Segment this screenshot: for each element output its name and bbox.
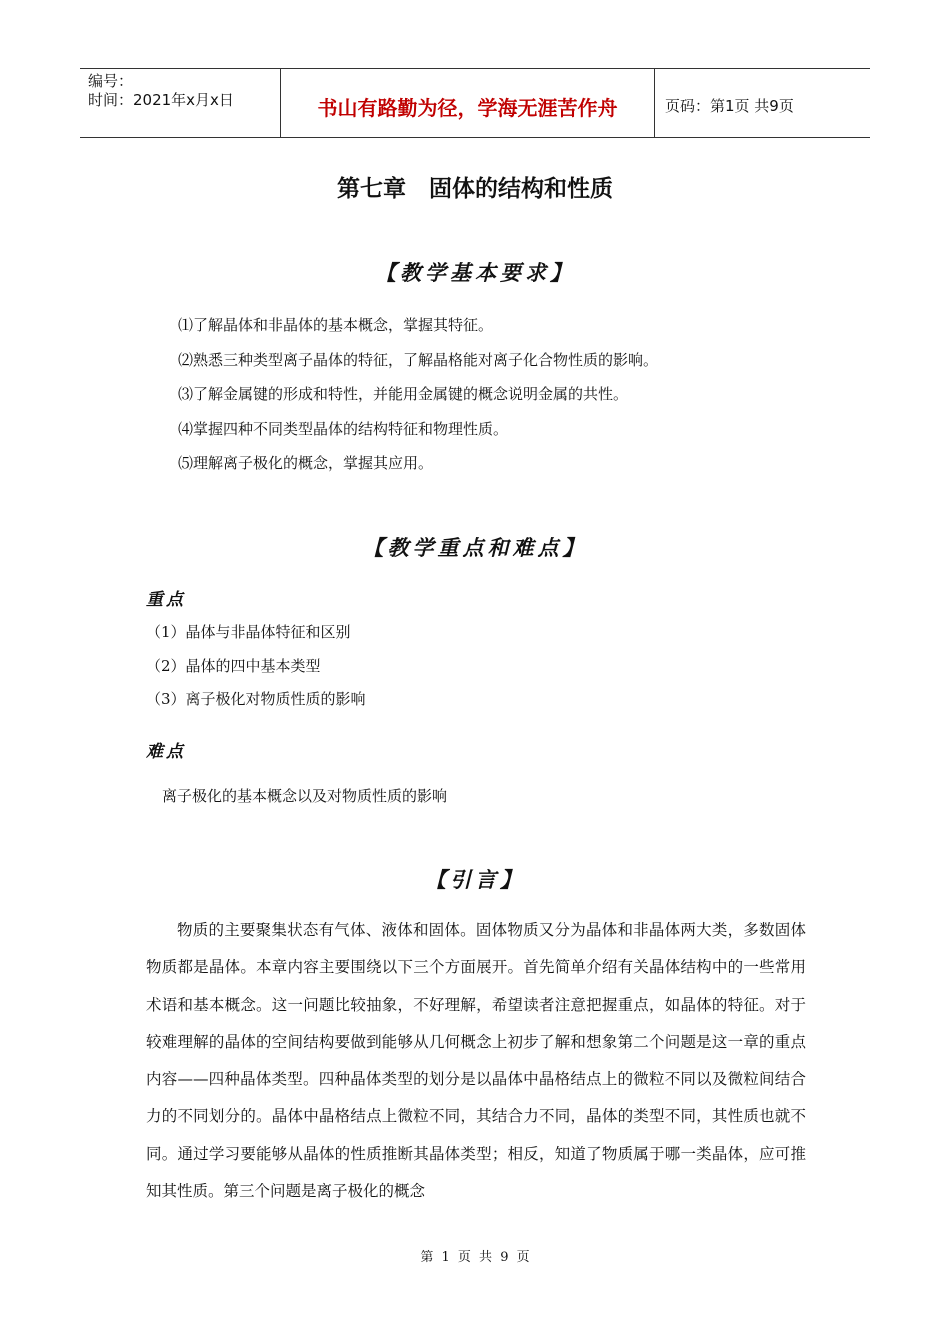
list-item: （2）晶体的四中基本类型 [146,656,321,675]
intro-heading: 【引言】 [425,867,525,892]
difficulty-label: 难点 [146,742,186,762]
list-item: ⑸理解离子极化的概念，掌握其应用。 [178,454,434,472]
intro-paragraph: 物质的主要聚集状态有气体、液体和固体。固体物质又分为晶体和非晶体两大类，多数固体物质都是晶体。本章内容主要围绕以下三个方面展开。首先简单介绍有关晶体结构中的一些常用术语和基本概念。这一问题比较抽象，不好理解，希望读者注意把握重点，如晶体的特征。对于较难理解的晶体的空间结构要做到能够从几何概念上初步了解和想象第二个问题是这一章的重点内容——四种晶体类型。四种晶体类型的划分是以晶体中晶格结点上的微粒不同以及微粒间结合力的不同划分的。晶体中晶格结点上微粒不同，其结合力不同，晶体的类型不同，其性质也就不同。通过学习要能够从晶体的性质推断其晶体类型；相反，知道了物质属于哪一类晶体，应可推知其性质。第三个问题是离子极化的概念 [146,921,806,1201]
list-item: ⑶了解金属键的形成和特性，并能用金属键的概念说明金属的共性。 [178,385,629,403]
requirements-list [178,313,658,486]
time-label: 时间：2021年x月x日 [88,91,234,109]
requirements-heading: 【教学基本要求】 [375,260,575,285]
list-item: ⑷掌握四种不同类型晶体的结构特征和物理性质。 [178,419,509,438]
key-label: 重点 [146,590,186,610]
key-points-heading: 【教学重点和难点】 [362,535,588,560]
header-page-info: 页码：第1页 共9页 [665,96,794,115]
key-points-list [146,620,366,721]
list-item: （1）晶体与非晶体特征和区别 [146,623,351,641]
header-motto: 书山有路勤为径，学海无涯苦作舟 [281,69,655,137]
list-item: （3）离子极化对物质性质的影响 [146,690,366,708]
header-meta-cell [80,69,281,137]
chapter-title: 第七章 固体的结构和性质 [337,176,613,202]
number-label: 编号： [88,72,134,90]
header-table [80,68,870,138]
list-item: ⑵熟悉三种类型离子晶体的特征，了解晶格能对离子化合物性质的影响。 [178,350,659,369]
list-item: ⑴了解晶体和非晶体的基本概念，掌握其特征。 [178,316,494,334]
page-footer: 第 1 页 共 9 页 [420,1250,530,1265]
difficulty-text: 离子极化的基本概念以及对物质性质的影响 [162,787,448,805]
